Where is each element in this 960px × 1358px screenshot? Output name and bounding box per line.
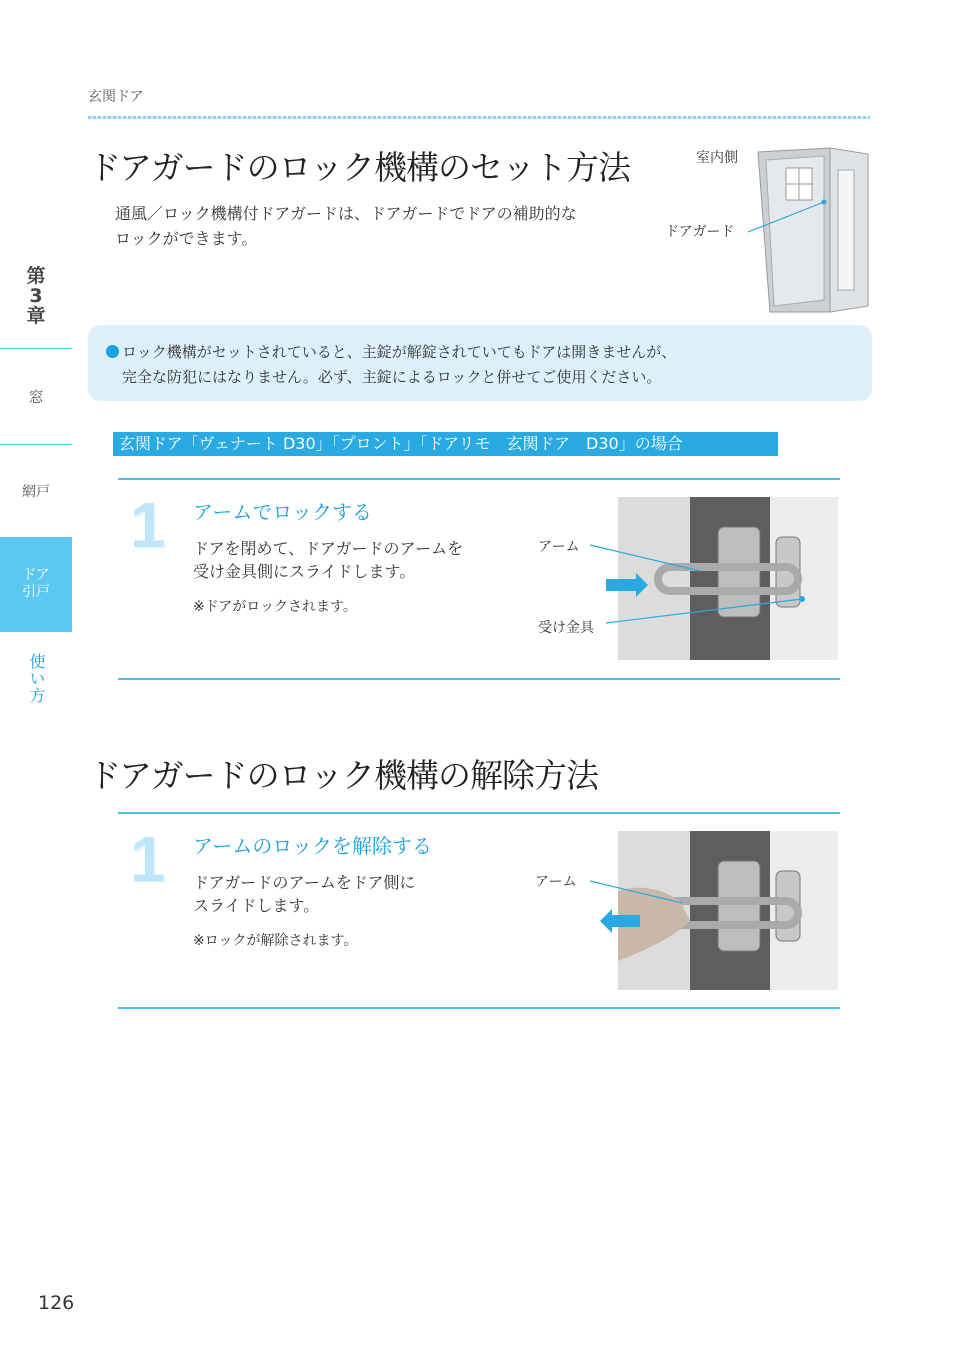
bullet-icon xyxy=(106,345,119,358)
sidebar-item-usage[interactable] xyxy=(0,648,72,708)
step-number: 1 xyxy=(130,489,166,561)
divider xyxy=(118,478,840,480)
sidebar-divider xyxy=(0,348,72,349)
step-title: アームのロックを解除する xyxy=(193,834,432,858)
step-note: ※ロックが解除されます。 xyxy=(193,933,358,949)
step-line: スライドします。 xyxy=(193,896,320,915)
step-line: ドアガードのアームをドア側に xyxy=(193,873,416,892)
page-title: ドアガードのロック機構のセット方法 xyxy=(88,148,631,187)
chapter-char: 第 xyxy=(26,265,46,287)
doorguard-label: ドアガード xyxy=(665,224,735,240)
divider xyxy=(118,812,840,814)
arm-label: アーム xyxy=(535,874,577,890)
note-line: 完全な防犯にはなりません。必ず、主錠によるロックと併せてご使用ください。 xyxy=(122,368,662,386)
sidebar-item-screen[interactable]: 網戸 xyxy=(22,484,50,500)
intro-text xyxy=(115,201,577,251)
step-text xyxy=(193,871,415,917)
sidebar-label: 引戸 xyxy=(22,584,50,600)
release-title: ドアガードのロック機構の解除方法 xyxy=(88,756,599,795)
chapter-number: 3 xyxy=(29,285,43,307)
step-title: アームでロックする xyxy=(193,500,372,524)
sidebar-label-usage: 使い方 xyxy=(27,652,46,704)
chapter-char: 章 xyxy=(26,305,46,327)
receiver-label: 受け金具 xyxy=(538,620,594,636)
note-line: ロック機構がセットされていると、主錠が解錠されていてもドアは開きませんが、 xyxy=(122,343,677,361)
header-divider xyxy=(88,116,870,119)
lock-photo xyxy=(540,497,840,662)
sidebar-label: ドア xyxy=(22,567,50,583)
divider xyxy=(118,678,840,680)
arm-label: アーム xyxy=(538,539,580,555)
step-number: 1 xyxy=(130,823,166,895)
intro-line: ロックができます。 xyxy=(115,229,258,248)
door-illustration xyxy=(740,140,875,318)
intro-line: 通風／ロック機構付ドアガードは、ドアガードでドアの補助的な xyxy=(115,204,577,223)
divider xyxy=(118,1007,840,1009)
sidebar-divider xyxy=(0,444,72,445)
unlock-photo xyxy=(540,831,840,991)
warning-note xyxy=(88,325,872,401)
step-line: 受け金具側にスライドします。 xyxy=(193,562,416,581)
step-line: ドアを閉めて、ドアガードのアームを xyxy=(193,539,464,558)
model-band: 玄関ドア「ヴェナート D30」「プロント」「ドアリモ 玄関ドア D30」の場合 xyxy=(113,432,778,456)
section-header: 玄関ドア xyxy=(88,89,144,105)
step-text xyxy=(193,537,463,583)
indoor-label: 室内側 xyxy=(696,150,738,166)
sidebar-item-window[interactable]: 窓 xyxy=(28,388,44,406)
chapter-label xyxy=(0,266,72,326)
page-number: 126 xyxy=(38,1292,75,1314)
sidebar-item-door-active[interactable] xyxy=(0,537,72,632)
step-note: ※ドアがロックされます。 xyxy=(193,599,357,615)
